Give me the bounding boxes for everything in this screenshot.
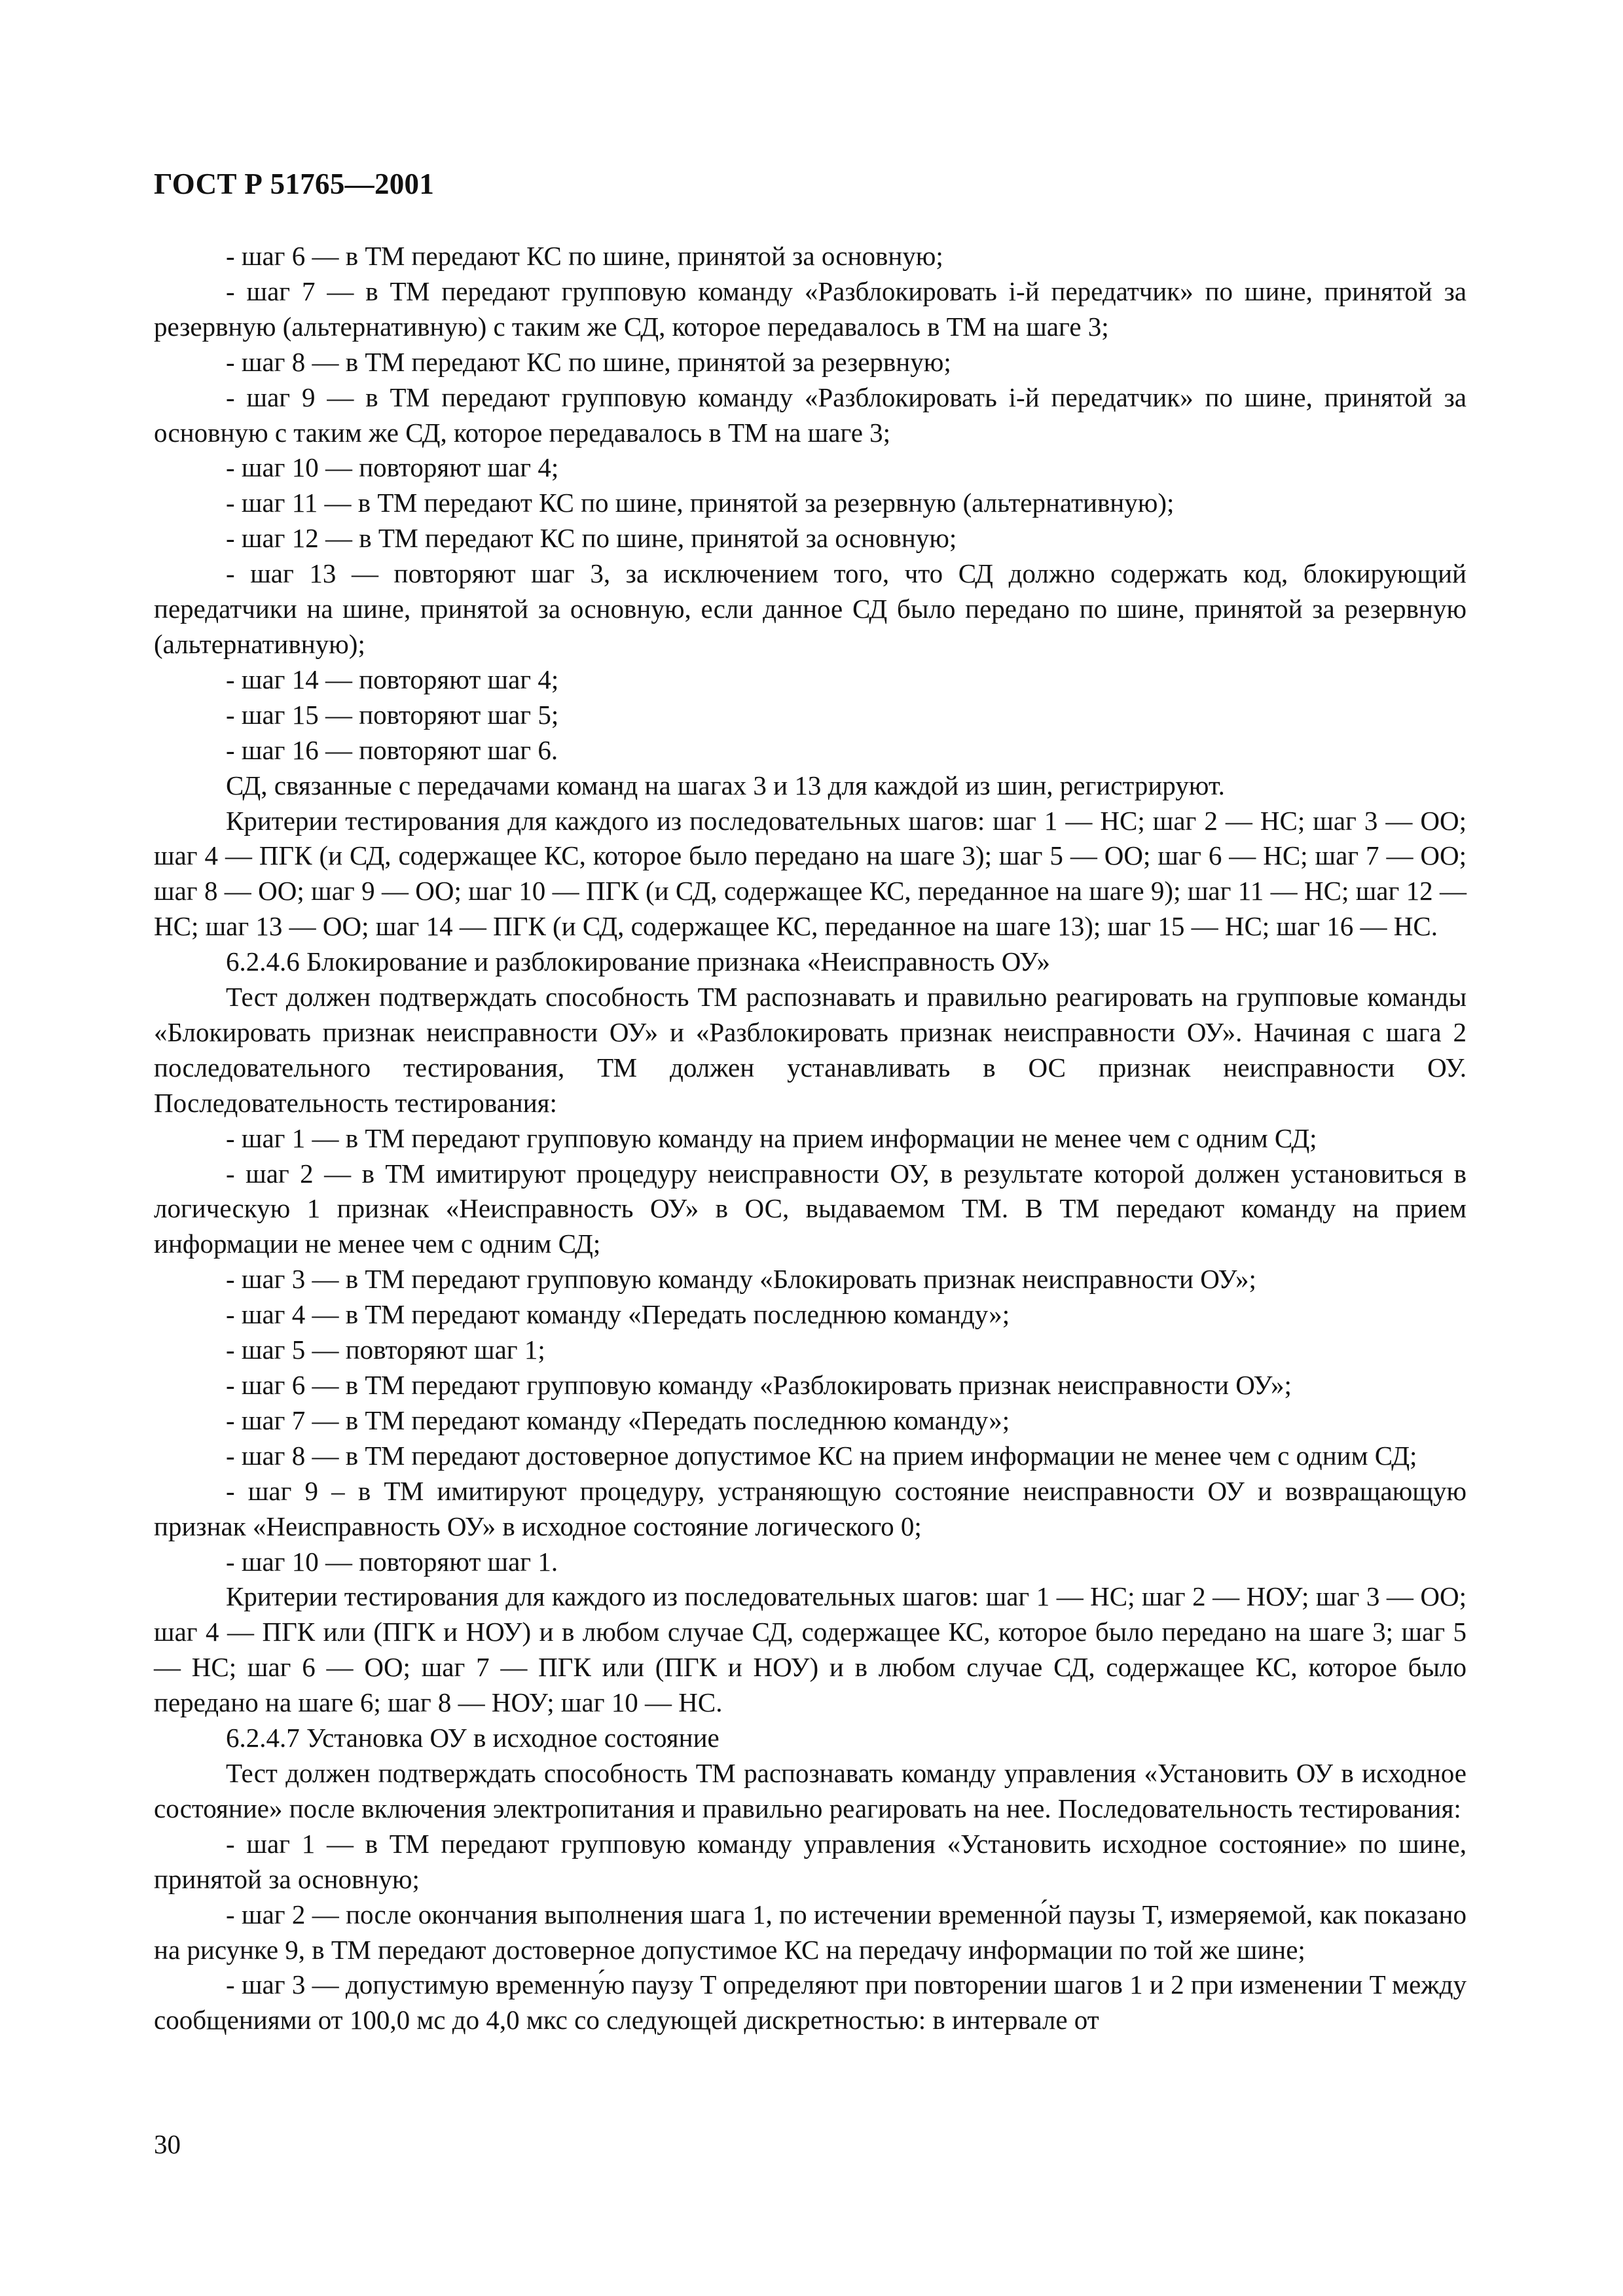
section-heading: 6.2.4.6 Блокирование и разблокирование признака «Неисправность ОУ» xyxy=(226,946,1050,977)
paragraph: - шаг 6 — в ТМ передают групповую команду «Разблокировать признак неисправности ОУ»; xyxy=(226,1370,1292,1400)
paragraph: - шаг 2 — после окончания выполнения шага 1, по истечении временно́й паузы T, измеряемой, как показано на рисунке 9, в ТМ передают достоверное допустимое КС на передачу информации по той же шине; xyxy=(154,1899,1467,1965)
paragraph: Критерии тестирования для каждого из последовательных шагов: шаг 1 — НС; шаг 2 — НС; шаг 3 — ОО; шаг 4 — ПГК (и СД, содержащее КС, которое было передано на шаге 3); шаг 5 — ОО; шаг 6 — НС; шаг 7 — ОО; шаг 8 — ОО; шаг 9 — ОО; шаг 10 — ПГК (и СД, содержащее КС, переданное на шаге 9); шаг 11 — НС; шаг 12 — НС; шаг 13 — ОО; шаг 14 — ПГК (и СД, содержащее КС, переданное на шаге 13); шаг 15 — НС; шаг 16 — НС. xyxy=(154,805,1467,942)
paragraph: - шаг 6 — в ТМ передают КС по шине, принятой за основную; xyxy=(226,241,943,271)
paragraph: - шаг 14 — повторяют шаг 4; xyxy=(226,664,559,694)
body-text xyxy=(154,239,1467,2038)
paragraph: - шаг 7 — в ТМ передают групповую команду «Разблокировать i-й передатчик» по шине, принятой за резервную (альтернативную) с таким же СД, которое передавалось в ТМ на шаге 3; xyxy=(154,276,1467,342)
paragraph: - шаг 11 — в ТМ передают КС по шине, принятой за резервную (альтернативную); xyxy=(226,488,1175,518)
paragraph: - шаг 12 — в ТМ передают КС по шине, принятой за основную; xyxy=(226,523,957,554)
paragraph: - шаг 13 — повторяют шаг 3, за исключением того, что СД должно содержать код, блокирующий передатчики на шине, принятой за основную, если данное СД было передано по шине, принятой за резервную (альтернативную); xyxy=(154,558,1467,659)
paragraph: - шаг 9 – в ТМ имитируют процедуру, устраняющую состояние неисправности ОУ и возвращающую признак «Неисправность ОУ» в исходное состояние логического 0; xyxy=(154,1475,1467,1541)
paragraph: - шаг 8 — в ТМ передают достоверное допустимое КС на прием информации не менее чем с одним СД; xyxy=(226,1440,1417,1471)
paragraph: Тест должен подтверждать способность ТМ распознавать и правильно реагировать на групповые команды «Блокировать признак неисправности ОУ» и «Разблокировать признак неисправности ОУ». Начиная с шага 2 последовательного тестирования, ТМ должен устанавливать в ОС признак неисправности ОУ. Последовательность тестирования: xyxy=(154,982,1467,1118)
paragraph: - шаг 3 — в ТМ передают групповую команду «Блокировать признак неисправности ОУ»; xyxy=(226,1264,1256,1295)
paragraph: - шаг 2 — в ТМ имитируют процедуру неисправности ОУ, в результате которой должен установиться в логическую 1 признак «Неисправность ОУ» в ОС, выдаваемом ТМ. В ТМ передают команду на прием информации не менее чем с одним СД; xyxy=(154,1158,1467,1259)
page-number: 30 xyxy=(154,2129,181,2159)
paragraph: - шаг 10 — повторяют шаг 4; xyxy=(226,452,559,483)
paragraph: - шаг 9 — в ТМ передают групповую команду «Разблокировать i-й передатчик» по шине, принятой за основную с таким же СД, которое передавалось в ТМ на шаге 3; xyxy=(154,382,1467,448)
paragraph: - шаг 1 — в ТМ передают групповую команду управления «Установить исходное состояние» по шине, принятой за основную; xyxy=(154,1828,1467,1894)
section-heading: 6.2.4.7 Установка ОУ в исходное состояние xyxy=(226,1723,720,1753)
paragraph: - шаг 8 — в ТМ передают КС по шине, принятой за резервную; xyxy=(226,346,951,377)
paragraph: Тест должен подтверждать способность ТМ распознавать команду управления «Установить ОУ в исходное состояние» после включения электропитания и правильно реагировать на нее. Последовательность тестирования: xyxy=(154,1757,1467,1823)
paragraph: - шаг 4 — в ТМ передают команду «Передать последнюю команду»; xyxy=(226,1299,1010,1330)
paragraph: Критерии тестирования для каждого из последовательных шагов: шаг 1 — НС; шаг 2 — НОУ; шаг 3 — ОО; шаг 4 — ПГК или (ПГК и НОУ) и в любом случае СД, содержащее КС, которое было передано на шаге 3; шаг 5 — НС; шаг 6 — ОО; шаг 7 — ПГК или (ПГК и НОУ) и в любом случае СД, содержащее КС, которое было передано на шаге 6; шаг 8 — НОУ; шаг 10 — НС. xyxy=(154,1581,1467,1718)
document-header: ГОСТ Р 51765—2001 xyxy=(154,168,435,200)
paragraph: - шаг 15 — повторяют шаг 5; xyxy=(226,699,559,730)
paragraph: СД, связанные с передачами команд на шагах 3 и 13 для каждой из шин, регистрируют. xyxy=(226,770,1225,800)
paragraph: - шаг 3 — допустимую временну́ю паузу T определяют при повторении шагов 1 и 2 при изменении T между сообщениями от 100,0 мс до 4,0 мкс со следующей дискретностью: в интервале от xyxy=(154,1969,1467,2036)
paragraph: - шаг 16 — повторяют шаг 6. xyxy=(226,734,558,765)
paragraph: - шаг 1 — в ТМ передают групповую команду на прием информации не менее чем с одним СД; xyxy=(226,1122,1317,1153)
paragraph: - шаг 10 — повторяют шаг 1. xyxy=(226,1546,558,1577)
paragraph: - шаг 5 — повторяют шаг 1; xyxy=(226,1335,545,1365)
paragraph: - шаг 7 — в ТМ передают команду «Передать последнюю команду»; xyxy=(226,1405,1010,1435)
